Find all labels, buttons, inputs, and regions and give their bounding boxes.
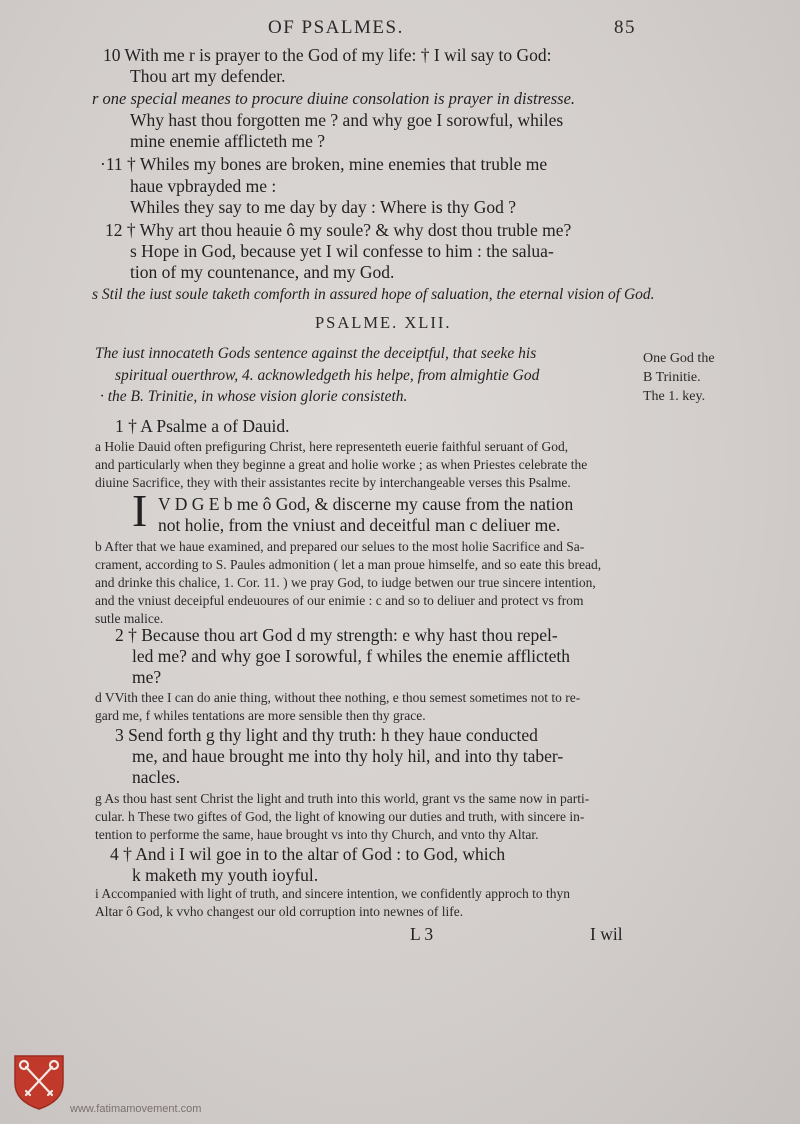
note-d-line-2: gard me, f whiles tentations are more sensible then thy grace. — [95, 708, 426, 723]
verse-10-line-1: 10 With me r is prayer to the God of my life: † I wil say to God: — [103, 45, 552, 65]
verse-11-line-1: ·11 † Whiles my bones are broken, mine enemies that truble me — [100, 154, 548, 174]
verse-2-line-3: me? — [132, 667, 162, 687]
website-footer: www.fatimamovement.com — [70, 1103, 202, 1115]
note-r: r one special meanes to procure diuine consolation is prayer in distresse. — [92, 89, 576, 108]
note-b-line-2: crament, according to S. Paules admonition ( let a man proue himselfe, and so eate this bread, — [95, 557, 602, 572]
margin-note-1: One God the — [643, 351, 715, 366]
argument-line-3: · the B. Trinitie, in whose vision glorie consisteth. — [100, 388, 408, 405]
verse-3-line-1: 3 Send forth g thy light and thy truth: h they haue conducted — [115, 725, 538, 745]
note-b-line-5: sutle malice. — [95, 611, 164, 626]
note-a-line-1: a Holie Dauid often prefiguring Christ, here representeth euerie faithful seruant of God, — [95, 439, 569, 454]
margin-note-3: The 1. key. — [643, 389, 706, 404]
verse-1: 1 † A Psalme a of Dauid. — [115, 416, 290, 436]
note-a-line-3: diuine Sacrifice, they with their assistantes recite by interchangeable verses this Psalme. — [95, 475, 571, 490]
argument-line-1: The iust innocateth Gods sentence against the deceiptful, that seeke his — [95, 345, 537, 362]
verse-12-line-1: 12 † Why art thou heauie ô my soule? & why dost thou truble me? — [105, 220, 572, 240]
verse-10-line-4: mine enemie afflicteth me ? — [130, 131, 326, 151]
note-a-line-2: and particularly when they beginne a great and holie worke ; as when Priestes celebrate the — [95, 457, 588, 472]
verse-3-line-2: me, and haue brought me into thy holy hil, and into thy taber- — [132, 746, 564, 766]
page-number: 85 — [614, 17, 636, 38]
argument-line-2: spiritual ouerthrow, 4. acknowledgeth his helpe, from almightie God — [115, 367, 540, 384]
verse-12-line-2: s Hope in God, because yet I wil confesse to him : the salua- — [130, 241, 554, 261]
verse-2-line-1: 2 † Because thou art God d my strength: e why hast thou repel- — [115, 625, 558, 645]
verse-2-line-2: led me? and why goe I sorowful, f whiles the enemie afflicteth — [132, 646, 571, 666]
verse-11-line-2: haue vpbrayded me : — [130, 176, 277, 196]
note-i-line-1: i Accompanied with light of truth, and sincere intention, we confidently approch to thyn — [95, 886, 571, 901]
note-d-line-1: d VVith thee I can do anie thing, without thee nothing, e thou semest sometimes not to re- — [95, 690, 581, 705]
verse-10-line-3: Why hast thou forgotten me ? and why goe I sorowful, whiles — [130, 110, 564, 130]
running-title: OF PSALMES. — [268, 17, 404, 38]
verse-12-line-3: tion of my countenance, and my God. — [130, 262, 395, 282]
note-b-line-4: and the vniust deceipful endeuoures of our enimie : c and so to deliuer and protect vs from — [95, 593, 584, 608]
verse-judge-line-2: not holie, from the vniust and deceitful man c deliuer me. — [158, 515, 561, 535]
keys-shield-logo-icon — [12, 1053, 66, 1111]
note-g-line-1: g As thou hast sent Christ the light and truth into this world, grant vs the same now in parti- — [95, 791, 590, 806]
note-s: s Stil the iust soule taketh comforth in assured hope of saluation, the eternal vision of God. — [92, 286, 655, 303]
note-g-line-3: tention to performe the same, haue brought vs into thy Church, and vnto thy Altar. — [95, 827, 539, 842]
psalm-heading: PSALME. XLII. — [315, 313, 452, 332]
note-i-line-2: Altar ô God, k vvho changest our old corruption into newnes of life. — [95, 904, 464, 919]
verse-10-line-2: Thou art my defender. — [130, 66, 286, 86]
verse-3-line-3: nacles. — [132, 767, 181, 787]
note-b-line-3: and drinke this chalice, 1. Cor. 11. ) we pray God, to iudge betwen our true sincere intention, — [95, 575, 596, 590]
verse-4-line-1: 4 † And i I wil goe in to the altar of God : to God, which — [110, 844, 506, 864]
margin-note-2: B Trinitie. — [643, 370, 701, 385]
signature-mark: L 3 — [410, 924, 434, 944]
verse-4-line-2: k maketh my youth ioyful. — [132, 865, 319, 885]
verse-11-line-3: Whiles they say to me day by day : Where is thy God ? — [130, 197, 517, 217]
catchword: I wil — [590, 924, 623, 944]
verse-judge-line-1: V D G E b me ô God, & discerne my cause from the nation — [158, 494, 574, 514]
note-b-line-1: b After that we haue examined, and prepared our selues to the most holie Sacrifice and Sa- — [95, 539, 585, 554]
drop-capital: I — [132, 485, 148, 536]
note-g-line-2: cular. h These two giftes of God, the light of knowing our duties and truth, with sincere in- — [95, 809, 585, 824]
